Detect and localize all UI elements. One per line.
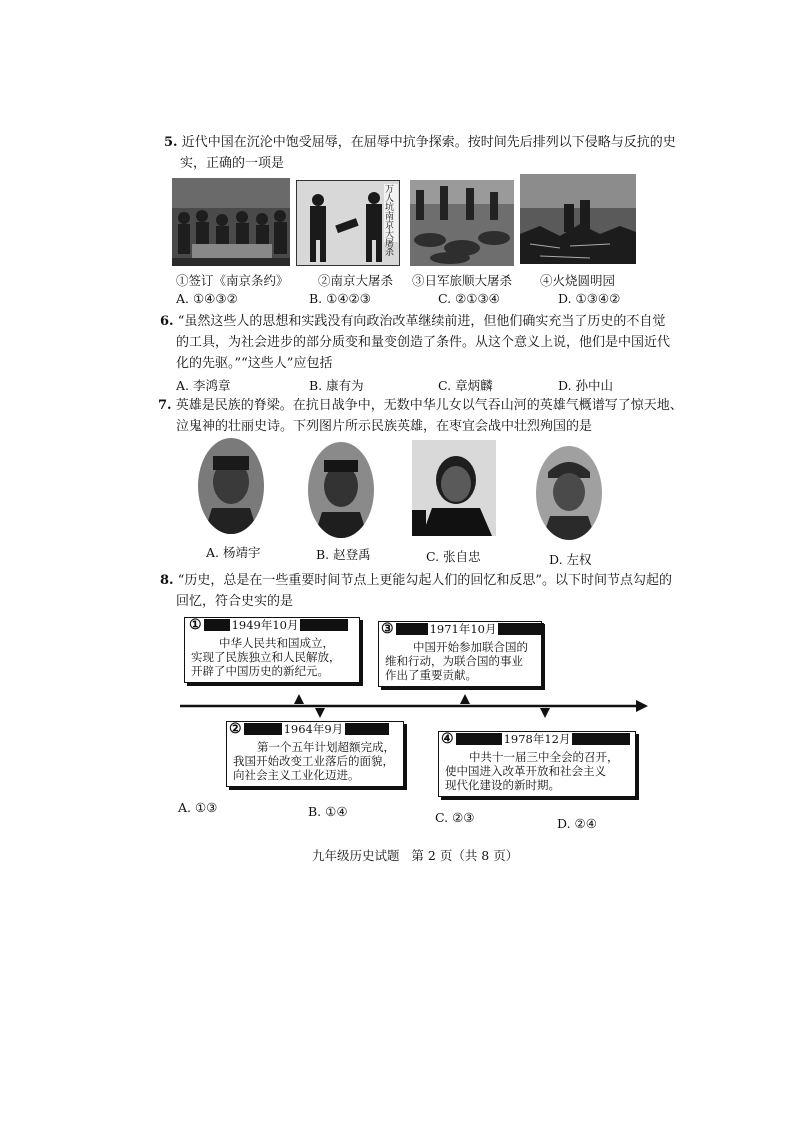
redaction-bar — [204, 619, 230, 631]
box-4-line-2: 使中国进入改革开放和社会主义 — [445, 764, 606, 778]
box-2-line-2: 我国开始改变工业落后的面貌， — [233, 754, 394, 768]
q5-option-b[interactable]: B. ①④②③ — [309, 291, 371, 306]
redaction-bar — [396, 623, 428, 635]
redaction-bar — [572, 733, 630, 745]
box-3-line-3: 作出了重要贡献。 — [385, 668, 477, 682]
q7-line2: 泣鬼神的壮丽史诗。下列图片所示民族英雄，在枣宜会战中壮烈殉国的是 — [176, 419, 593, 434]
q7-option-d[interactable]: D. 左权 — [549, 552, 592, 567]
q8-line2: 回忆，符合史实的是 — [176, 594, 294, 609]
q6-line1 — [160, 312, 665, 331]
q5-option-a[interactable]: A. ①④③② — [176, 291, 238, 306]
q6-line2: 的工具，为社会进步的部分质变和量变创造了条件。从这个意义上说，他们是中国近代 — [176, 335, 671, 350]
timeline-box-3 — [378, 621, 542, 687]
box-3-date: 1971年10月 — [429, 622, 497, 636]
redaction-bar — [300, 619, 348, 631]
box-4-number: ④ — [441, 731, 454, 747]
timeline-box-2 — [226, 721, 404, 787]
q7-option-a[interactable]: A. 杨靖宇 — [206, 545, 261, 560]
timeline-box-1 — [184, 617, 360, 683]
q6-number: 6. — [160, 314, 174, 329]
page-footer: 九年级历史试题 第 2 页（共 8 页） — [312, 848, 519, 863]
caption-2: ②南京大屠杀 — [318, 273, 394, 288]
q8-option-d[interactable]: D. ②④ — [557, 816, 597, 831]
portrait-zhang-zizhong — [412, 440, 496, 536]
box-1-line-2: 实现了民族独立和人民解放， — [191, 650, 341, 664]
timeline-box-4 — [438, 731, 636, 797]
portrait-zhao-dengyu — [308, 442, 374, 538]
q5-option-d[interactable]: D. ①③④② — [558, 291, 621, 306]
q8-option-b[interactable]: B. ①④ — [308, 804, 348, 819]
old-summer-palace-fire-photo — [520, 174, 636, 264]
box-3-number: ③ — [381, 621, 394, 637]
q5-line1 — [164, 133, 676, 152]
q8-line1 — [160, 571, 672, 590]
redaction-bar — [456, 733, 502, 745]
box-1-number: ① — [189, 617, 202, 633]
portrait-yang-jingyu — [198, 438, 264, 534]
box-4-date: 1978年12月 — [503, 732, 571, 746]
q6-text: “虽然这些人的思想和实践没有向政治改革继续前进，但他们确实充当了历史的不自觉 — [177, 314, 666, 329]
q6-option-c[interactable]: C. 章炳麟 — [438, 378, 493, 393]
q6-option-b[interactable]: B. 康有为 — [309, 378, 364, 393]
q5-option-c[interactable]: C. ②①③④ — [438, 291, 500, 306]
q7-number: 7. — [158, 398, 172, 413]
box-2-line-1: 第一个五年计划超额完成， — [257, 740, 395, 754]
box-4-line-1: 中共十一届三中全会的召开， — [469, 750, 619, 764]
q6-line3: 化的先驱。”“这些人”应包括 — [176, 356, 333, 371]
q5-text: 近代中国在沉沦中饱受屈辱，在屈辱中抗争探索。按时间先后排列以下侵略与反抗的史 — [181, 135, 676, 150]
box-4-line-3: 现代化建设的新时期。 — [445, 778, 560, 792]
box-2-line-3: 向社会主义工业化迈进。 — [233, 768, 360, 782]
q8-text: “历史，总是在一些重要时间节点上更能勾起人们的回忆和反思”。以下时间节点勾起的 — [177, 573, 673, 588]
q6-option-a[interactable]: A. 李鸿章 — [176, 378, 231, 393]
caption-4: ④火烧圆明园 — [540, 273, 616, 288]
portrait-zuo-quan — [536, 446, 602, 540]
q8-option-a[interactable]: A. ①③ — [178, 800, 218, 815]
q7-option-b[interactable]: B. 赵登禹 — [316, 547, 371, 562]
box-2-number: ② — [229, 721, 242, 737]
q6-option-d[interactable]: D. 孙中山 — [558, 378, 614, 393]
box-3-line-2: 维和行动，为联合国的事业 — [385, 654, 523, 668]
q7-line1 — [158, 396, 683, 415]
box-1-line-3: 开辟了中国历史的新纪元。 — [191, 664, 329, 678]
q8-number: 8. — [160, 573, 174, 588]
box-1-line-1: 中华人民共和国成立， — [219, 636, 334, 650]
box-3-line-1: 中国开始参加联合国的 — [413, 640, 528, 654]
q8-option-c[interactable]: C. ②③ — [435, 810, 475, 825]
redaction-bar — [345, 723, 389, 735]
box-1-date: 1949年10月 — [231, 618, 299, 632]
lushun-massacre-photo — [410, 180, 514, 266]
q5-number: 5. — [164, 135, 178, 150]
caption-1: ①签订《南京条约》 — [176, 273, 289, 288]
redaction-bar — [498, 623, 544, 635]
caption-3: ③日军旅顺大屠杀 — [412, 273, 513, 288]
q5-line2: 实，正确的一项是 — [180, 156, 285, 171]
photo-caption-vertical: 万人坑南京大屠杀 — [385, 185, 395, 258]
redaction-bar — [244, 723, 282, 735]
q7-text: 英雄是民族的脊梁。在抗日战争中，无数中华儿女以气吞山河的英雄气概谱写了惊天地、 — [175, 398, 683, 413]
nanjing-massacre-photo — [296, 180, 400, 266]
box-2-date: 1964年9月 — [283, 722, 344, 736]
q7-option-c[interactable]: C. 张自忠 — [426, 549, 481, 564]
treaty-signing-photo — [172, 178, 290, 266]
